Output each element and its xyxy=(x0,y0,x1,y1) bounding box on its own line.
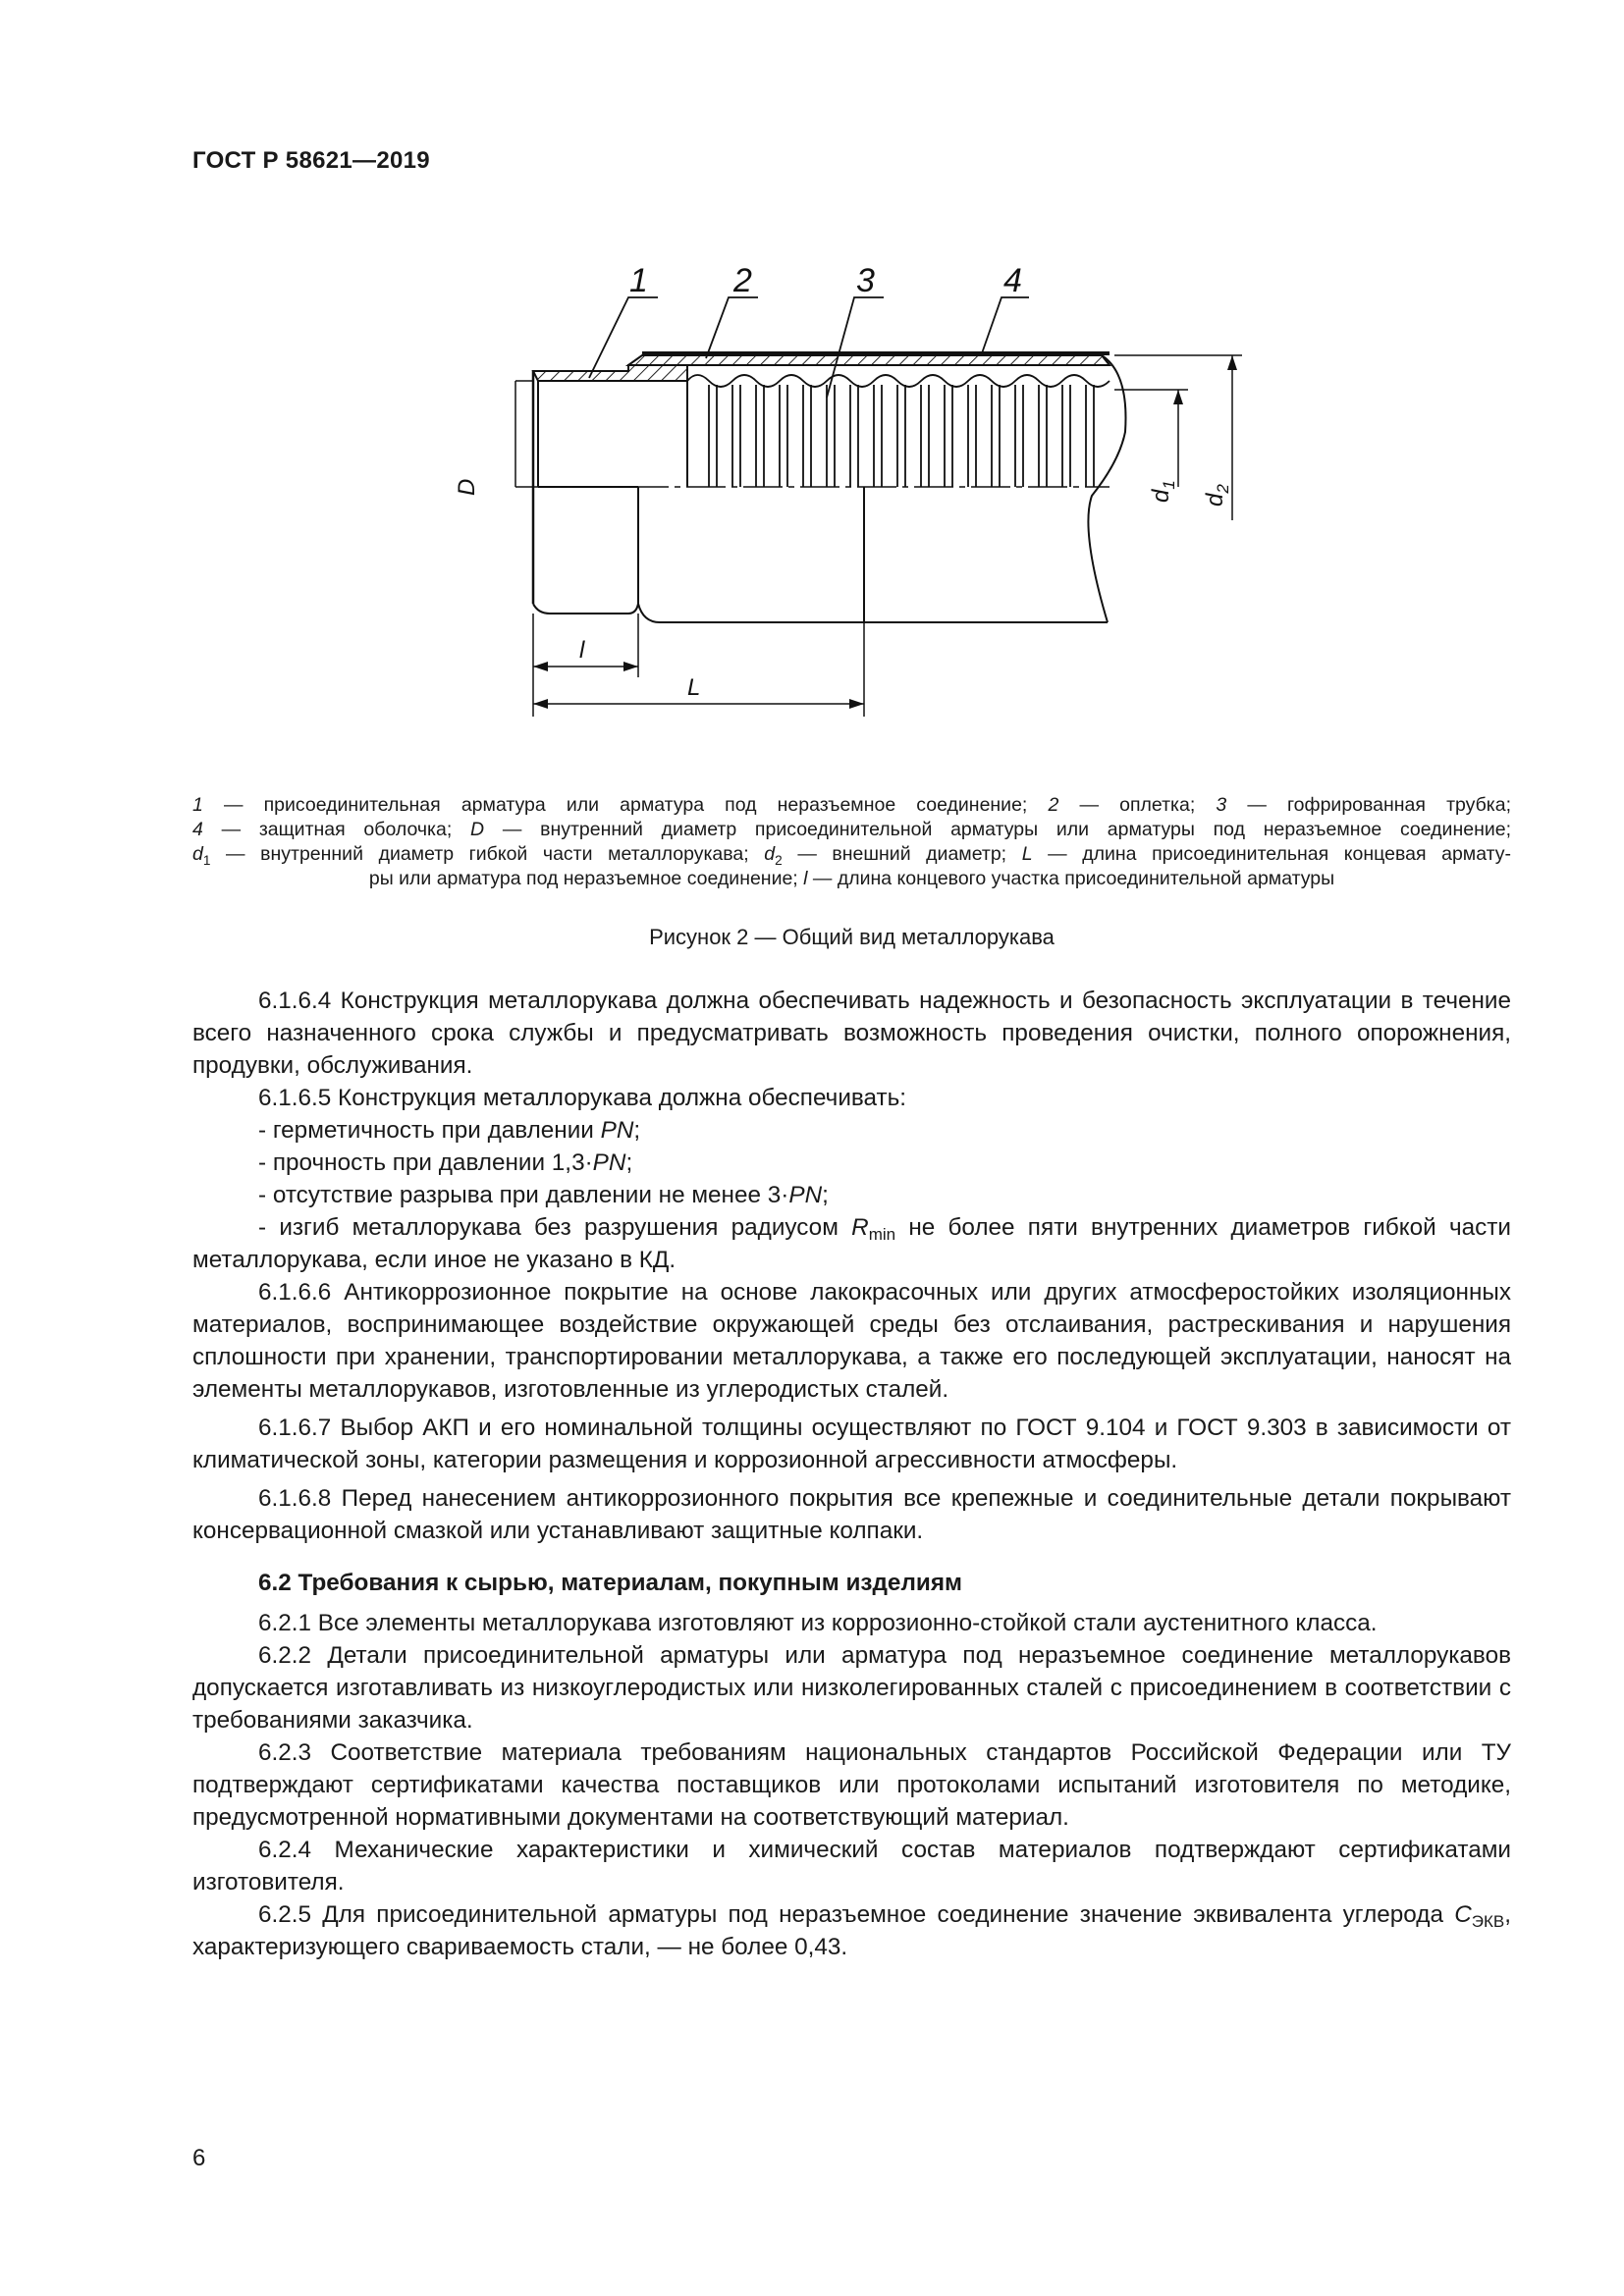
figure-legend xyxy=(192,793,1511,891)
braid-layer xyxy=(628,355,1110,365)
paragraph-6-2-5: 6.2.5 Для присоединительной арматуры под неразъемное соединение значение эквивалента углерода $C_{ЭКВ}$, характеризующего свариваемость стали, — не более 0,43. xyxy=(192,1901,1511,1960)
callout-1: 1 xyxy=(629,262,648,299)
paragraph-6-1-6-5: 6.1.6.5 Конструкция металлорукава должна обеспечивать: xyxy=(258,1085,907,1111)
dim-label-D: D xyxy=(454,478,480,496)
paragraph-6-2-3: 6.2.3 Соответствие материала требованиям национальных стандартов Российской Федерации или ТУ подтверждают сертификатами качества поставщиков или протоколами испытаний изготовителя по методике, предусмотренной нормативными документами на соответствующий материал. xyxy=(192,1739,1511,1831)
dim-label-L: L xyxy=(687,674,701,701)
list-item-strength: - прочность при давлении 1,3·PN; xyxy=(258,1149,633,1176)
paragraph-6-1-6-8: 6.1.6.8 Перед нанесением антикоррозионного покрытия все крепежные и соединительные детали покрывают консервационной смазкой или устанавливают защитные колпаки. xyxy=(192,1485,1511,1544)
dim-label-d2-sub: 2 xyxy=(1214,484,1232,494)
list-item-bend: - изгиб металлорукава без разрушения радиусом $R_{min}$ не более пяти внутренних диаметров гибкой части металлорукава, если иное не указано в КД. xyxy=(192,1214,1511,1273)
dim-label-l: l xyxy=(579,637,585,664)
section-heading-6-2: 6.2 Требования к сырью, материалам, покупным изделиям xyxy=(258,1570,962,1596)
dim-label-d2: d xyxy=(1202,493,1228,507)
legend-line-2: 4 — защитная оболочка; D — внутренний диаметр присоединительной арматуры или арматуры под неразъемное соединение; xyxy=(192,819,1511,840)
list-item-tightness: - герметичность при давлении PN; xyxy=(258,1117,641,1144)
fitting-wall xyxy=(533,365,687,381)
list-item-burst: - отсутствие разрыва при давлении не менее 3·PN; xyxy=(258,1182,829,1208)
svg-text:d1 xyxy=(1148,480,1178,503)
corrugated-tube xyxy=(687,375,1110,487)
page-number: 6 xyxy=(192,2145,206,2171)
dim-label-d1-sub: 1 xyxy=(1160,480,1178,490)
paragraph-6-1-6-7: 6.1.6.7 Выбор АКП и его номинальной толщины осуществляют по ГОСТ 9.104 и ГОСТ 9.303 в зависимости от климатической зоны, категории размещения и коррозионной агрессивности атмосферы. xyxy=(192,1415,1511,1473)
figure-caption: Рисунок 2 — Общий вид металлорукава xyxy=(649,925,1055,949)
paragraph-6-1-6-6: 6.1.6.6 Антикоррозионное покрытие на основе лакокрасочных или других атмосферостойких изоляционных материалов, воспринимающее воздействие окружающей среды без отслаивания, растрескивания и нарушения сплошности при хранении, транспортировании металлорукава, а также его последующей эксплуатации, наносят на элементы металлорукавов, изготовленные из углеродистых сталей. xyxy=(192,1279,1511,1403)
legend-line-3: $d_1$ — внутренний диаметр гибкой части металлорукава; $d_2$ — внешний диаметр; L — длина присоединительная концевая армату- xyxy=(192,843,1512,868)
dim-label-d1: d xyxy=(1148,489,1174,503)
callout-4: 4 xyxy=(1003,262,1022,299)
legend-line-4: ры или арматура под неразъемное соединение; l — длина концевого участка присоединительной арматуры xyxy=(368,868,1335,889)
svg-text:d2 xyxy=(1202,484,1232,507)
legend-line-1: 1 — присоединительная арматура или арматура под неразъемное соединение; 2 — оплетка; 3 — гофрированная трубка; xyxy=(192,794,1511,816)
callout-3: 3 xyxy=(856,262,875,299)
paragraph-6-2-2: 6.2.2 Детали присоединительной арматуры или арматура под неразъемное соединение металлорукавов допускается изготавливать из низкоуглеродистых или низколегированных сталей с присоединением в соответствии с требованиями заказчика. xyxy=(192,1642,1511,1734)
metal-hose-drawing xyxy=(0,0,1624,746)
paragraph-6-2-1: 6.2.1 Все элементы металлорукава изготовляют из коррозионно-стойкой стали аустенитного класса. xyxy=(258,1610,1378,1636)
main-text xyxy=(192,985,1511,1963)
paragraph-6-2-4: 6.2.4 Механические характеристики и химический состав материалов подтверждают сертификатами изготовителя. xyxy=(192,1837,1511,1896)
callout-2: 2 xyxy=(733,262,752,299)
document-code-header: ГОСТ Р 58621—2019 xyxy=(192,147,430,174)
paragraph-6-1-6-4: 6.1.6.4 Конструкция металлорукава должна обеспечивать надежность и безопасность эксплуатации в течение всего назначенного срока службы и предусматривать возможность проведения очистки, полного опорожнения, продувки, обслуживания. xyxy=(192,988,1511,1079)
